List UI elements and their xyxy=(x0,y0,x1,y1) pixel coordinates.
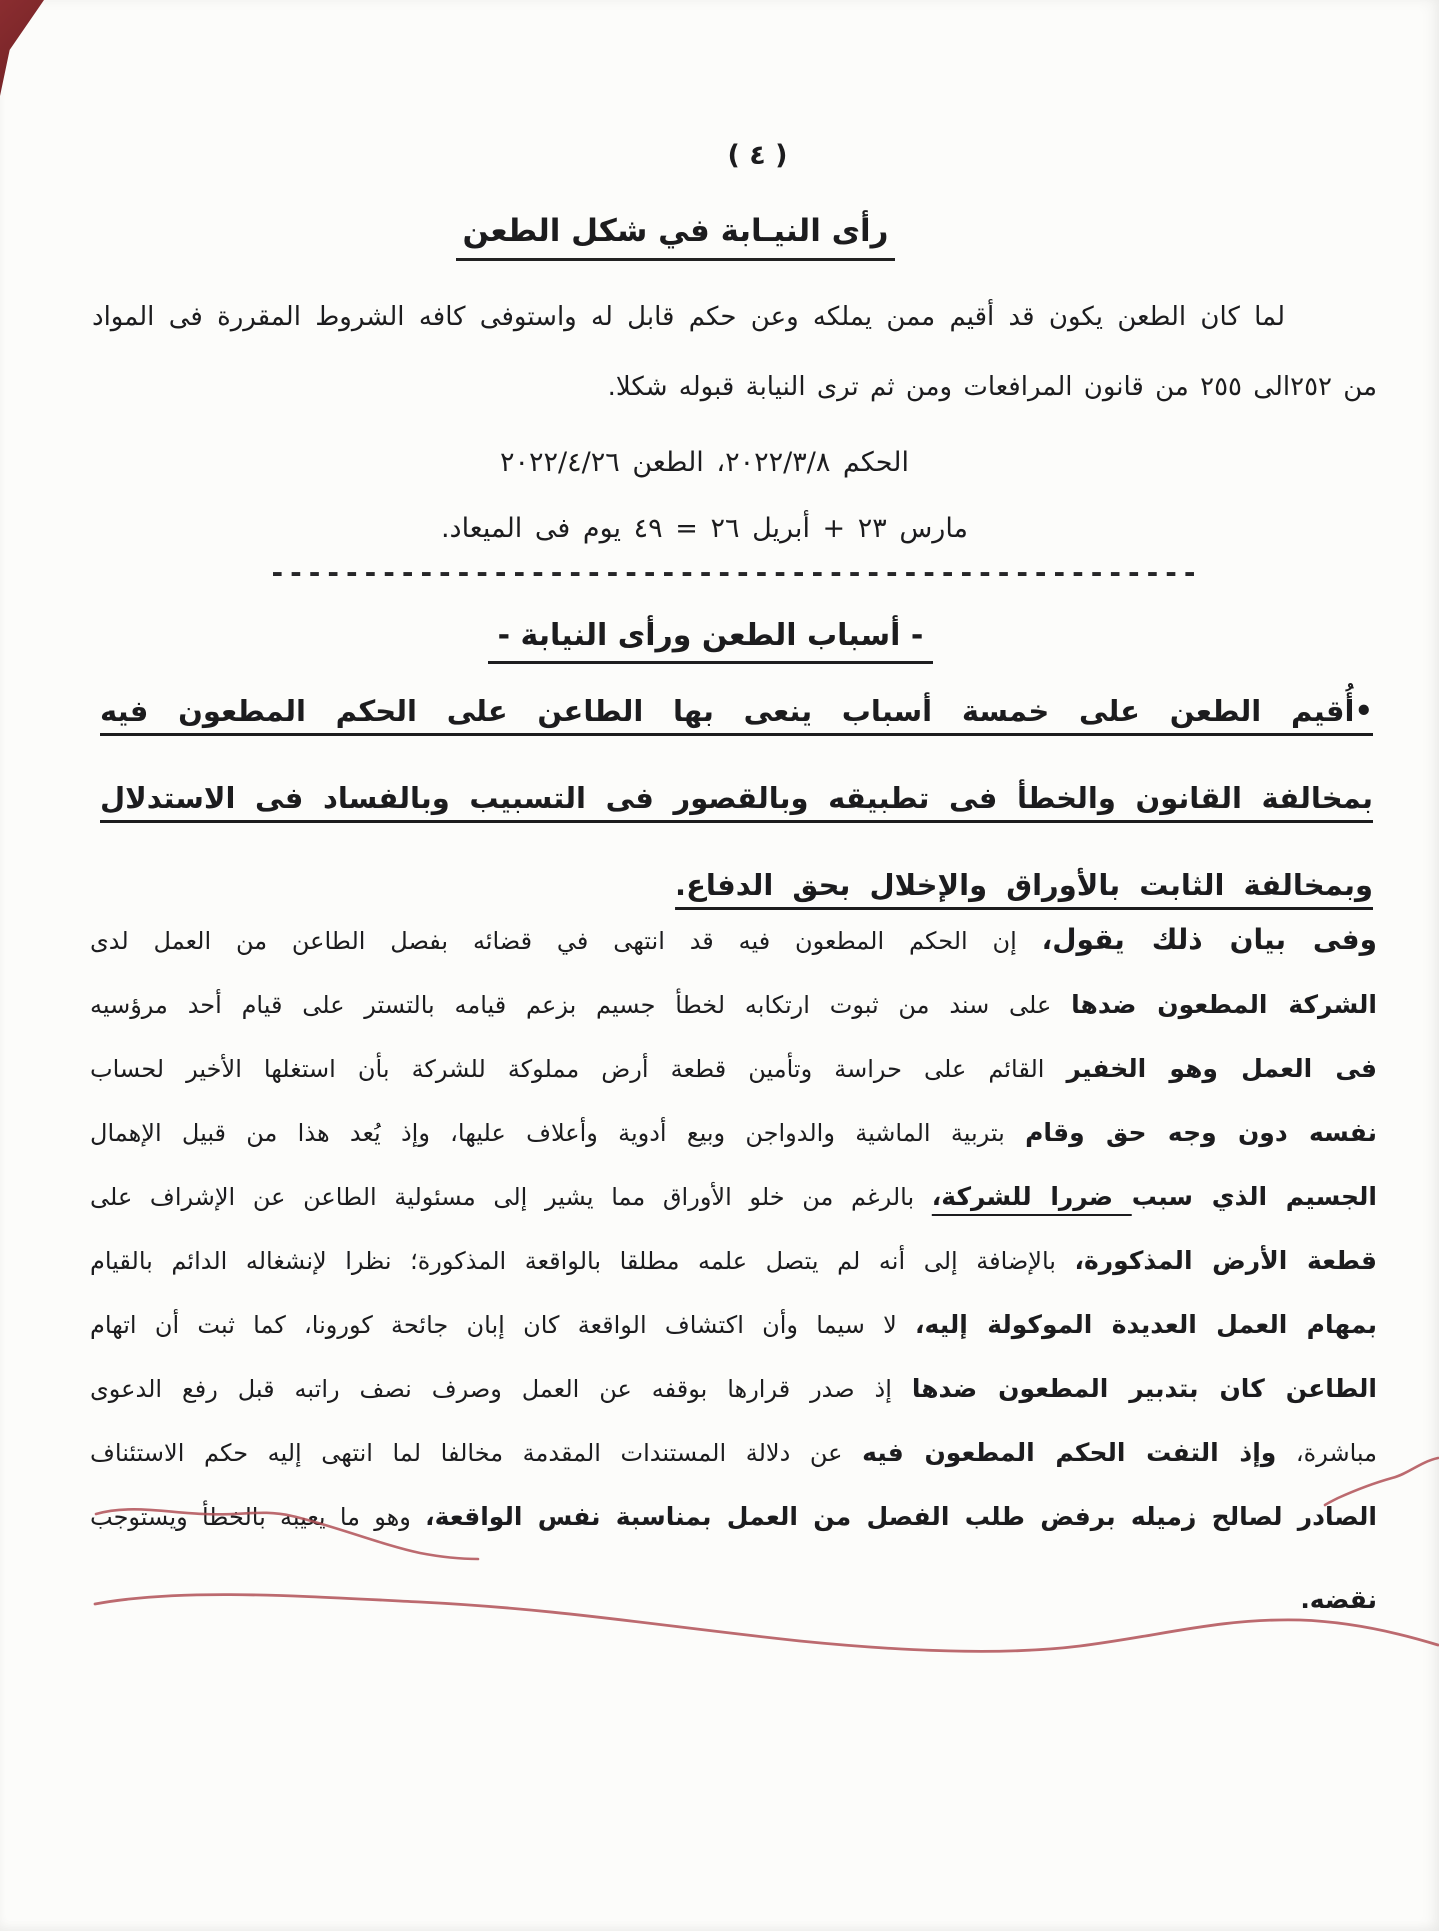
ruling-date-line: الحكم ٢٠٢٢/٣/٨، الطعن ٢٠٢٢/٤/٢٦ xyxy=(500,447,909,478)
body-line-final: نقضه. xyxy=(1300,1585,1377,1614)
grounds-line-3: وبمخالفة الثابت بالأوراق والإخلال بحق الدفاع. xyxy=(675,868,1373,902)
intro-paragraph xyxy=(92,282,1377,422)
document-title xyxy=(0,213,1351,261)
page-number: ( ٤ ) xyxy=(727,140,788,171)
section-heading xyxy=(0,618,1421,664)
appeal-grounds-paragraph xyxy=(100,668,1373,929)
body-line: الجسيم الذي سبب ضررا للشركة، بالرغم من خلو الأوراق مما يشير إلى مسئولية الطاعن عن الإشراف على xyxy=(90,1182,1378,1211)
body-line: الصادر لصالح زميله برفض طلب الفصل من العمل بمناسبة نفس الواقعة، وهو ما يعيبه بالخطأ ويستوجب xyxy=(90,1502,1377,1531)
body-line: الطاعن كان بتدبير المطعون ضدها إذ صدر قرارها بوقفه عن العمل وصرف نصف راتبه قبل رفع الدعوى xyxy=(90,1374,1377,1403)
section-heading-text: - أسباب الطعن ورأى النيابة - xyxy=(488,618,934,664)
body-line: الشركة المطعون ضدها على سند من ثبوت ارتكابه لخطأ جسيم بزعم قيامه بالتستر على قيام أحد مرؤسيه xyxy=(90,990,1377,1019)
body-line: قطعة الأرض المذكورة، بالإضافة إلى أنه لم يتصل علمه مطلقا بالواقعة المذكورة؛ نظرا لإنشغاله الدائم بالقيام xyxy=(90,1246,1377,1275)
deadline-computation-line: مارس ٢٣ + أبريل ٢٦ = ٤٩ يوم فى الميعاد. xyxy=(440,513,969,544)
grounds-line-1: •أُقيم الطعن على خمسة أسباب ينعى بها الطاعن على الحكم المطعون فيه xyxy=(100,694,1373,728)
dashed-separator: -------------------------------------------------- xyxy=(271,556,1203,589)
dates-block xyxy=(0,430,1409,562)
intro-line-2: من ٢٥٢الى ٢٥٥ من قانون المرافعات ومن ثم ترى النيابة قبوله شكلا. xyxy=(607,372,1377,402)
page-corner-fold xyxy=(0,0,44,96)
body-line: وفى بيان ذلك يقول، إن الحكم المطعون فيه قد انتهى في قضائه بفصل الطاعن من العمل لدى xyxy=(90,923,1377,956)
intro-line-1: لما كان الطعن يكون قد أقيم ممن يملكه وعن حكم قابل له واستوفى كافه الشروط المقررة فى المواد xyxy=(92,302,1285,332)
body-line: نفسه دون وجه حق وقام بتربية الماشية والدواجن وبيع أدوية وأعلاف عليها، وإذ يُعد هذا من قبيل الإهمال xyxy=(90,1118,1377,1147)
body-line: مباشرة، وإذ التفت الحكم المطعون فيه عن دلالة المستندات المقدمة مخالفا لما انتهى إليه حكم الاستئناف xyxy=(90,1438,1377,1467)
document-title-text: رأى النيـابة في شكل الطعن xyxy=(456,213,894,261)
grounds-line-2: بمخالفة القانون والخطأ فى تطبيقه وبالقصور فى التسبيب وبالفساد فى الاستدلال xyxy=(100,781,1373,815)
body-line: فى العمل وهو الخفير القائم على حراسة وتأمين قطعة أرض مملوكة للشركة بأن استغلها الأخير لحساب xyxy=(90,1054,1378,1083)
body-line: بمهام العمل العديدة الموكولة إليه، لا سيما وأن اكتشاف الواقعة كان إبان جائحة كورونا، كما ثبت أن اتهام xyxy=(90,1310,1377,1339)
body-paragraph xyxy=(90,908,1377,1632)
